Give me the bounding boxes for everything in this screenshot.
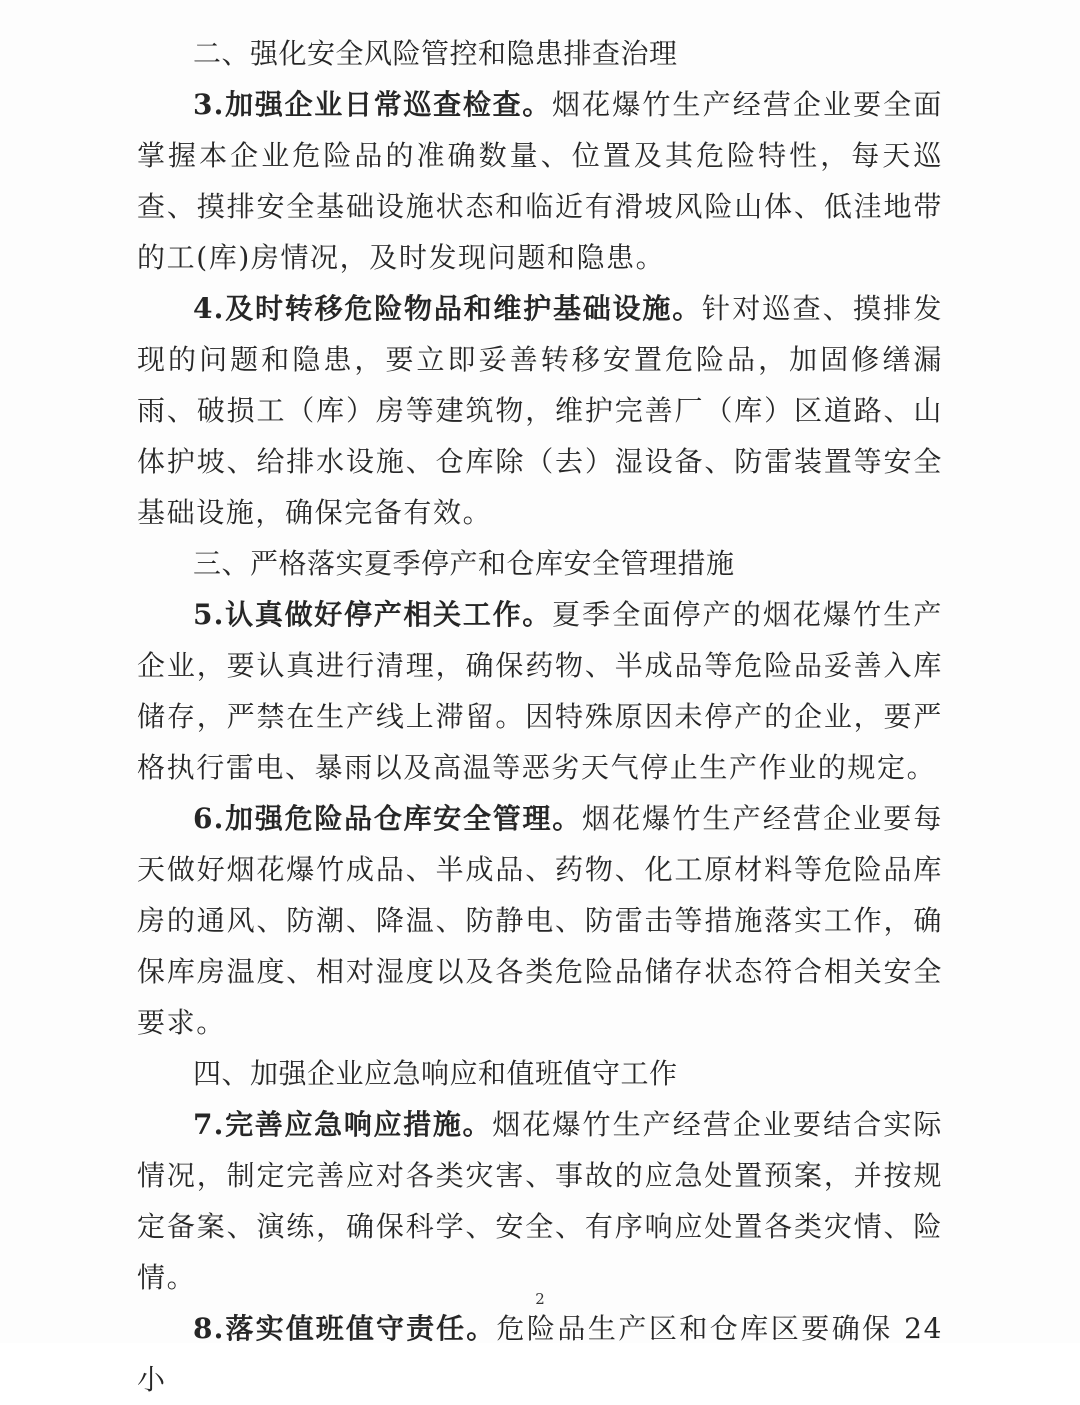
paragraph <box>137 589 943 793</box>
paragraph-text: 针对巡查、摸排发现的问题和隐患，要立即妥善转移安置危险品，加固修缮漏雨、破损工（库）房等建筑物，维护完善厂（库）区道路、山体护坡、给排水设施、仓库除（去）湿设备、防雷装置等安全基础设施，确保完备有效。 <box>137 292 943 529</box>
paragraph-lead: 4.及时转移危险物品和维护基础设施。 <box>193 292 702 325</box>
paragraph-lead: 8.落实值班值守责任。 <box>193 1312 497 1345</box>
paragraph <box>137 793 943 1048</box>
paragraph-text: 烟花爆竹生产经营企业要全面掌握本企业危险品的准确数量、位置及其危险特性，每天巡查、摸排安全基础设施状态和临近有滑坡风险山体、低洼地带的工(库)房情况，及时发现问题和隐患。 <box>137 88 943 274</box>
document-body <box>137 28 943 1405</box>
paragraph <box>137 79 943 283</box>
section-heading: 三、严格落实夏季停产和仓库安全管理措施 <box>193 547 735 580</box>
paragraph-lead: 7.完善应急响应措施。 <box>193 1108 493 1141</box>
paragraph <box>137 1303 943 1405</box>
section-heading: 二、强化安全风险管控和隐患排查治理 <box>193 37 678 70</box>
paragraph-text: 烟花爆竹生产经营企业要每天做好烟花爆竹成品、半成品、药物、化工原材料等危险品库房的通风、防潮、降温、防静电、防雷击等措施落实工作，确保库房温度、相对湿度以及各类危险品储存状态符合相关安全要求。 <box>137 802 943 1039</box>
paragraph <box>137 1099 943 1303</box>
paragraph-lead: 6.加强危险品仓库安全管理。 <box>193 802 582 835</box>
page-number: 2 <box>535 1290 545 1308</box>
paragraph-lead: 5.认真做好停产相关工作。 <box>193 598 553 631</box>
paragraph-text: 烟花爆竹生产经营企业要结合实际情况，制定完善应对各类灾害、事故的应急处置预案，并按规定备案、演练，确保科学、安全、有序响应处置各类灾情、险情。 <box>137 1108 943 1294</box>
paragraph-lead: 3.加强企业日常巡查检查。 <box>193 88 553 121</box>
section-heading: 四、加强企业应急响应和值班值守工作 <box>193 1057 678 1090</box>
paragraph <box>137 283 943 538</box>
paragraph-text: 危险品生产区和仓库区要确保 24 小 <box>137 1312 943 1396</box>
paragraph-text: 夏季全面停产的烟花爆竹生产企业，要认真进行清理，确保药物、半成品等危险品妥善入库储存，严禁在生产线上滞留。因特殊原因未停产的企业，要严格执行雷电、暴雨以及高温等恶劣天气停止生产作业的规定。 <box>137 598 943 784</box>
